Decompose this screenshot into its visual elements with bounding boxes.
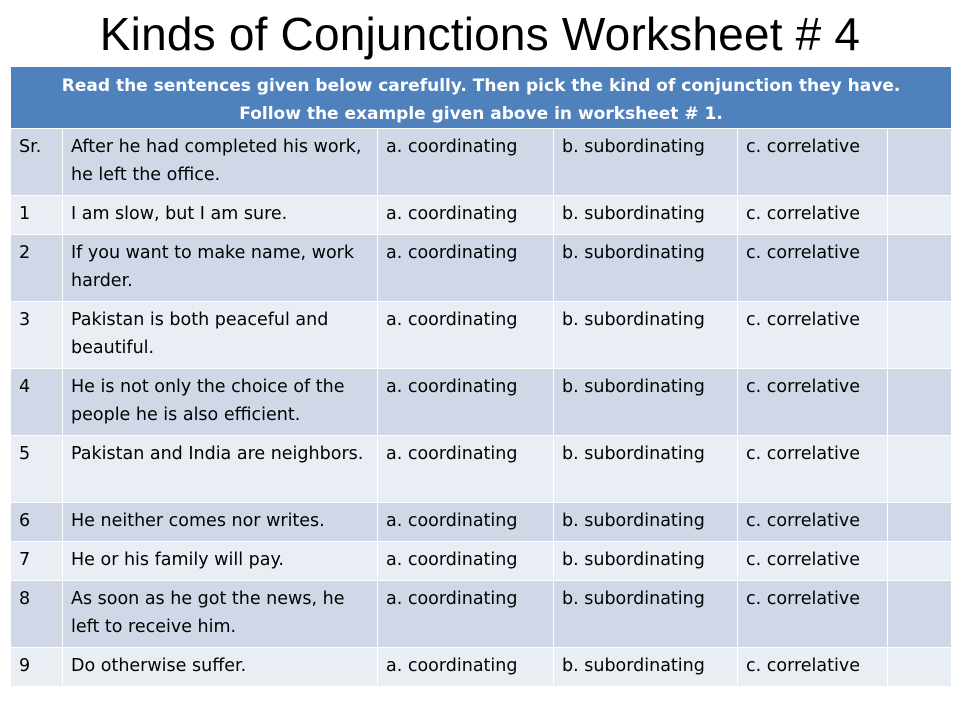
option-b-cell[interactable]: b. subordinating bbox=[554, 235, 738, 302]
answer-cell[interactable] bbox=[888, 503, 952, 542]
option-a-cell[interactable]: a. coordinating bbox=[378, 302, 554, 369]
serial-cell: 3 bbox=[11, 302, 63, 369]
serial-cell: 6 bbox=[11, 503, 63, 542]
answer-cell[interactable] bbox=[888, 369, 952, 436]
answer-cell[interactable] bbox=[888, 542, 952, 581]
table-row bbox=[11, 302, 952, 369]
serial-cell: 9 bbox=[11, 648, 63, 687]
serial-cell: 5 bbox=[11, 436, 63, 503]
answer-cell[interactable] bbox=[888, 196, 952, 235]
instructions-line-2: Follow the example given above in worksheet # 1. bbox=[239, 104, 723, 124]
sentence-cell: He or his family will pay. bbox=[63, 542, 378, 581]
sentence-cell: He is not only the choice of the people he is also efficient. bbox=[63, 369, 378, 436]
sentence-cell: I am slow, but I am sure. bbox=[63, 196, 378, 235]
option-c-cell[interactable]: c. correlative bbox=[738, 503, 888, 542]
option-a-cell[interactable]: a. coordinating bbox=[378, 235, 554, 302]
sentence-cell: If you want to make name, work harder. bbox=[63, 235, 378, 302]
option-b-cell[interactable]: b. subordinating bbox=[554, 196, 738, 235]
table-row bbox=[11, 542, 952, 581]
option-a-cell[interactable]: a. coordinating bbox=[378, 648, 554, 687]
table-row bbox=[11, 648, 952, 687]
serial-cell: 2 bbox=[11, 235, 63, 302]
table-row-example bbox=[11, 129, 952, 196]
table-row bbox=[11, 436, 952, 503]
answer-cell[interactable] bbox=[888, 235, 952, 302]
table-row bbox=[11, 503, 952, 542]
option-a-cell[interactable]: a. coordinating bbox=[378, 436, 554, 503]
option-a-cell[interactable]: a. coordinating bbox=[378, 129, 554, 196]
option-b-cell[interactable]: b. subordinating bbox=[554, 648, 738, 687]
option-b-cell[interactable]: b. subordinating bbox=[554, 302, 738, 369]
page-title: Kinds of Conjunctions Worksheet # 4 bbox=[99, 8, 861, 60]
instructions-line-1: Read the sentences given below carefully. Then pick the kind of conjunction they have. bbox=[61, 76, 901, 96]
option-b-cell[interactable]: b. subordinating bbox=[554, 503, 738, 542]
option-a-cell[interactable]: a. coordinating bbox=[378, 503, 554, 542]
serial-cell: 8 bbox=[11, 581, 63, 648]
option-c-cell[interactable]: c. correlative bbox=[738, 302, 888, 369]
option-c-cell[interactable]: c. correlative bbox=[738, 369, 888, 436]
serial-cell: 1 bbox=[11, 196, 63, 235]
option-c-cell[interactable]: c. correlative bbox=[738, 129, 888, 196]
table-row bbox=[11, 581, 952, 648]
option-b-cell[interactable]: b. subordinating bbox=[554, 542, 738, 581]
sentence-cell: Pakistan is both peaceful and beautiful. bbox=[63, 302, 378, 369]
option-c-cell[interactable]: c. correlative bbox=[738, 581, 888, 648]
answer-cell[interactable] bbox=[888, 129, 952, 196]
serial-cell: 4 bbox=[11, 369, 63, 436]
table-row bbox=[11, 196, 952, 235]
table-row bbox=[11, 369, 952, 436]
option-b-cell[interactable]: b. subordinating bbox=[554, 129, 738, 196]
sentence-cell: After he had completed his work, he left the office. bbox=[63, 129, 378, 196]
option-a-cell[interactable]: a. coordinating bbox=[378, 369, 554, 436]
option-c-cell[interactable]: c. correlative bbox=[738, 436, 888, 503]
option-c-cell[interactable]: c. correlative bbox=[738, 542, 888, 581]
option-a-cell[interactable]: a. coordinating bbox=[378, 542, 554, 581]
option-c-cell[interactable]: c. correlative bbox=[738, 196, 888, 235]
answer-cell[interactable] bbox=[888, 302, 952, 369]
worksheet-table bbox=[10, 66, 952, 687]
option-a-cell[interactable]: a. coordinating bbox=[378, 581, 554, 648]
option-c-cell[interactable]: c. correlative bbox=[738, 235, 888, 302]
option-c-cell[interactable]: c. correlative bbox=[738, 648, 888, 687]
answer-cell[interactable] bbox=[888, 648, 952, 687]
option-a-cell[interactable]: a. coordinating bbox=[378, 196, 554, 235]
answer-cell[interactable] bbox=[888, 436, 952, 503]
sentence-cell: Do otherwise suffer. bbox=[63, 648, 378, 687]
option-b-cell[interactable]: b. subordinating bbox=[554, 581, 738, 648]
sentence-cell: He neither comes nor writes. bbox=[63, 503, 378, 542]
option-b-cell[interactable]: b. subordinating bbox=[554, 369, 738, 436]
instructions-header bbox=[11, 67, 952, 129]
serial-cell: Sr. bbox=[11, 129, 63, 196]
serial-cell: 7 bbox=[11, 542, 63, 581]
option-b-cell[interactable]: b. subordinating bbox=[554, 436, 738, 503]
table-row bbox=[11, 235, 952, 302]
answer-cell[interactable] bbox=[888, 581, 952, 648]
sentence-cell: Pakistan and India are neighbors. bbox=[63, 436, 378, 503]
worksheet-rows bbox=[11, 129, 952, 687]
sentence-cell: As soon as he got the news, he left to receive him. bbox=[63, 581, 378, 648]
